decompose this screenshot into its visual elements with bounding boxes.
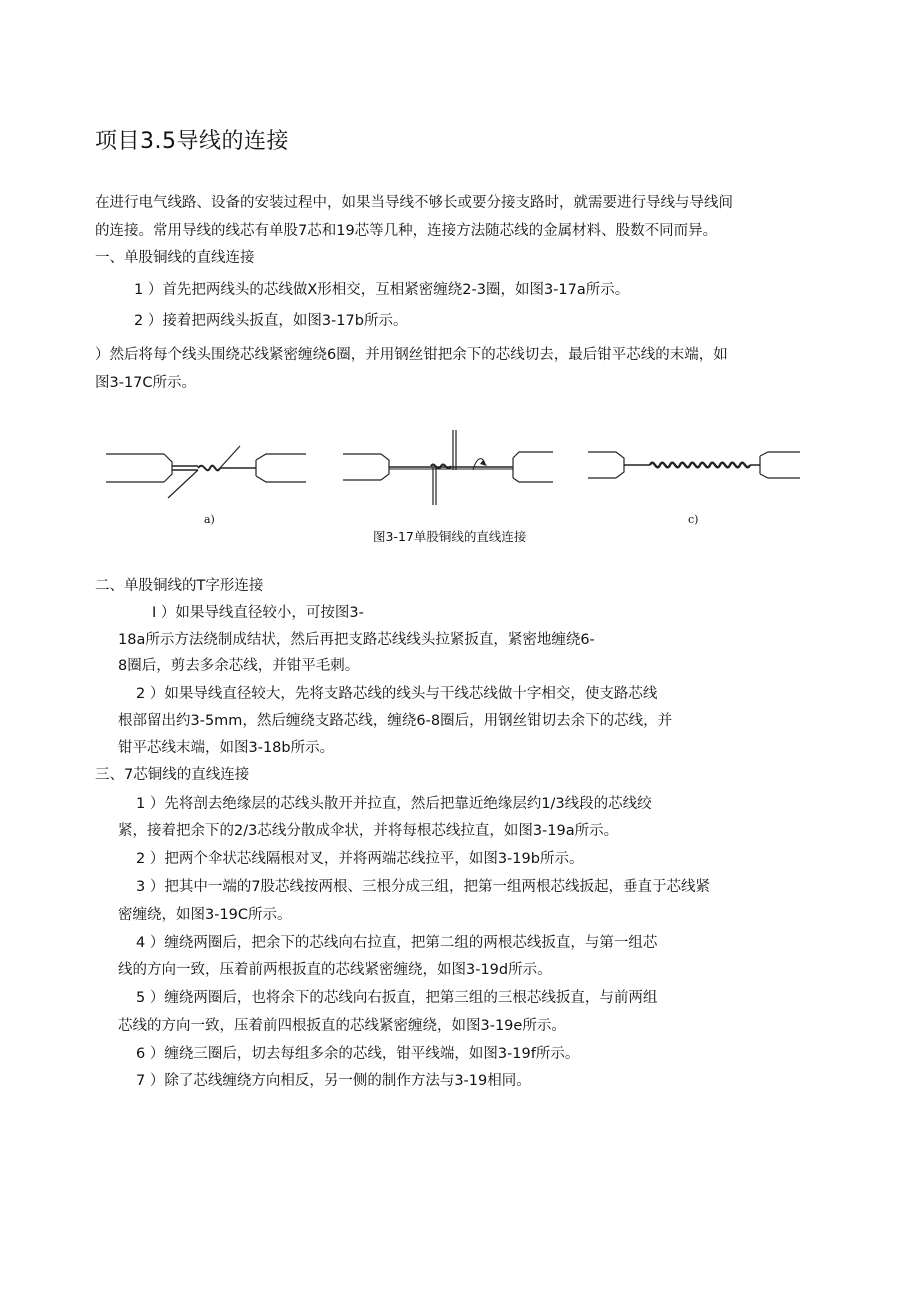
section2-p1-line-1: Ⅰ ）如果导线直径较小，可按图3- — [152, 605, 364, 621]
section3-p5-line-2: 芯线的方向一致，压着前四根扳直的芯线紧密缠绕，如图3-19e所示。 — [118, 1018, 566, 1034]
section2-p1-line-3: 8圈后，剪去多余芯线，并钳平毛刺。 — [118, 658, 360, 674]
figure-3-17c — [588, 438, 800, 498]
figure-3-17b — [343, 430, 553, 505]
section3-p1-line-1: 1 ）先将剖去绝缘层的芯线头散开并拉直，然后把靠近绝缘层约1/3线段的芯线绞 — [136, 796, 652, 812]
section1-item-3-line-2: 图3-17C所示。 — [95, 375, 197, 391]
section3-p1-line-2: 紧，接着把余下的2/3芯线分散成伞状，并将每根芯线拉直，如图3-19a所示。 — [118, 823, 619, 839]
page-title: 项目3.5导线的连接 — [95, 129, 289, 154]
section3-p4-line-2: 线的方向一致，压着前两根扳直的芯线紧密缠绕，如图3-19d所示。 — [118, 962, 552, 978]
section2-p2-line-3: 钳平芯线末端，如图3-18b所示。 — [118, 740, 335, 756]
section1-item-1: 1 ）首先把两线头的芯线做X形相交，互相紧密缠绕2-3圈，如图3-17a所示。 — [134, 282, 630, 298]
section3-p7: 7 ）除了芯线缠绕方向相反，另一侧的制作方法与3-19相同。 — [136, 1073, 531, 1089]
section1-item-3-line-1: ）然后将每个线头围绕芯线紧密缠绕6圈，并用钢丝钳把余下的芯线切去，最后钳平芯线的末端，如 — [95, 347, 728, 363]
section3-p3-line-2: 密缠绕，如图3-19C所示。 — [118, 907, 292, 923]
section3-p4-line-1: 4 ）缠绕两圈后，把余下的芯线向右拉直，把第二组的两根芯线扳直，与第一组芯 — [136, 935, 658, 951]
intro-line-2: 的连接。常用导线的线芯有单股7芯和19芯等几种，连接方法随芯线的金属材料、股数不同而异。 — [95, 223, 718, 239]
section3-p6: 6 ）缠绕三圈后，切去每组多余的芯线，钳平线端，如图3-19f所示。 — [136, 1046, 580, 1062]
section2-p2-line-1: 2 ）如果导线直径较大，先将支路芯线的线头与干线芯线做十字相交，使支路芯线 — [136, 686, 658, 702]
section3-heading: 三、7芯铜线的直线连接 — [95, 767, 250, 783]
section1-item-2: 2 ）接着把两线头扳直，如图3-17b所示。 — [134, 313, 408, 329]
figure-caption: 图3-17单股铜线的直线连接 — [373, 529, 527, 544]
section2-p2-line-2: 根部留出约3-5mm，然后缠绕支路芯线，缠绕6-8圈后，用钢丝钳切去余下的芯线，并 — [118, 713, 673, 729]
figure-label-a: a) — [204, 513, 215, 526]
section3-p5-line-1: 5 ）缠绕两圈后，也将余下的芯线向右扳直，把第三组的三根芯线扳直，与前两组 — [136, 990, 658, 1006]
section3-p2: 2 ）把两个伞状芯线隔根对叉，并将两端芯线拉平，如图3-19b所示。 — [136, 851, 584, 867]
intro-line-1: 在进行电气线路、设备的安装过程中，如果当导线不够长或要分接支路时，就需要进行导线与导线间 — [95, 195, 733, 211]
section3-p3-line-1: 3 ）把其中一端的7股芯线按两根、三根分成三组，把第一组两根芯线扳起，垂直于芯线紧 — [136, 879, 711, 895]
section2-p1-line-2: 18a所示方法绕制成结状，然后再把支路芯线线头拉紧扳直，紧密地缠绕6- — [118, 632, 595, 648]
figure-label-c: c) — [688, 513, 699, 526]
section1-heading: 一、单股铜线的直线连接 — [95, 250, 255, 266]
section2-heading: 二、单股铜线的T字形连接 — [95, 578, 264, 594]
